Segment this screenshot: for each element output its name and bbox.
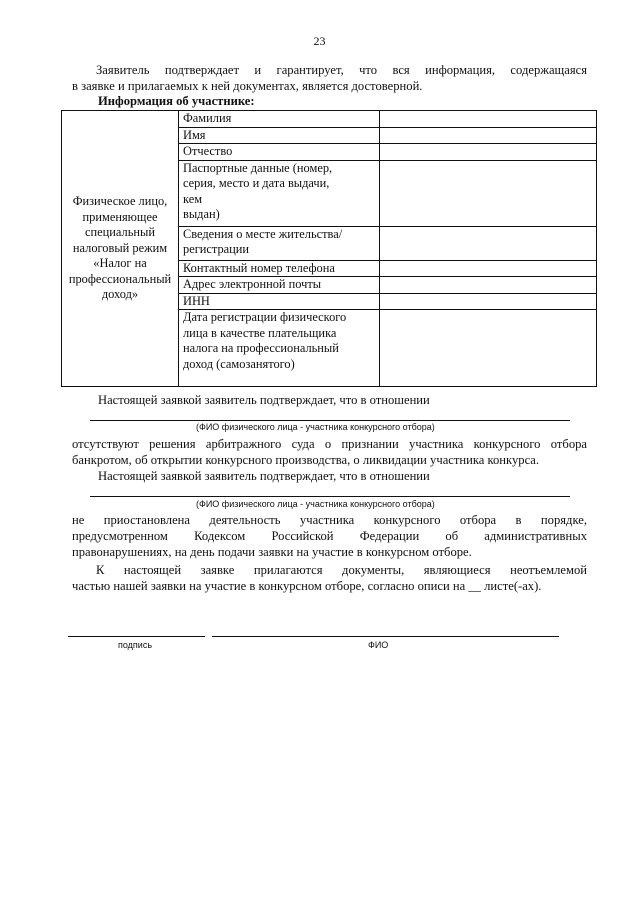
field-value-passport[interactable] [380,160,597,226]
field-label-text: Адрес электронной почты [183,277,322,291]
block2-fill-line [90,496,570,497]
block2-caption: (ФИО физического лица - участника конкурсного отбора) [196,499,435,509]
block1-lead: Настоящей заявкой заявитель подтверждает, что в отношении [98,393,430,407]
participant-type-line: специальный [85,225,155,240]
field-label-address [179,226,380,260]
field-label-email [179,277,380,294]
field-value-patronymic[interactable] [380,144,597,161]
participant-type-line: налоговый режим [72,240,168,255]
participant-type-cell [62,111,179,387]
attachments-line-2: частью нашей заявки на участие в конкурсном отборе, согласно описи на __ листе(-ах). [72,579,542,593]
field-value-name[interactable] [380,127,597,144]
attachments-line-1: К настоящей заявке прилагаются документы, являющиеся неотъемлемой [96,563,587,577]
field-label-text: кем [183,191,203,206]
field-label-text: Сведения о месте жительства/ [183,226,343,241]
field-label-name [179,127,380,144]
field-label-text: выдан) [183,207,220,221]
field-value-phone[interactable] [380,260,597,277]
field-value-surname[interactable] [380,111,597,128]
block2-line-3: правонарушениях, на день подачи заявки на участие в конкурсном отборе. [72,545,472,559]
participant-type-line: «Налог на [93,256,147,271]
field-label-text: Дата регистрации физического [183,310,347,324]
field-value-address[interactable] [380,226,597,260]
field-value-registration-date[interactable] [380,310,597,387]
field-label-text: налога на профессиональный [183,341,339,355]
field-value-email[interactable] [380,277,597,294]
participant-info-table [61,110,597,387]
intro-line-1: Заявитель подтверждает и гарантирует, что вся информация, содержащаяся [96,63,587,77]
field-label-patronymic [179,144,380,161]
block2-lead: Настоящей заявкой заявитель подтверждает, что в отношении [98,469,430,483]
full-name-line [212,636,559,637]
page-number: 23 [313,34,326,48]
intro-line-2: в заявке и прилагаемых к ней документах, является достоверной. [72,79,423,93]
participant-type-line: Физическое лицо, [72,194,168,209]
participant-type-line: применяющее [82,209,158,224]
block2-line-2: предусмотренном Кодексом Российской Федерации об административных [72,529,587,543]
block1-line-1: отсутствуют решения арбитражного суда о признании участника конкурсного отбора [72,437,587,451]
field-label-text: серия, место и дата выдачи, [183,176,330,190]
field-label-text: Фамилия [183,111,232,125]
field-label-text: доход (самозанятого) [183,356,295,371]
signature-label: подпись [118,640,153,650]
field-label-text: Отчество [183,144,233,158]
block2-line-1: не приостановлена деятельность участника конкурсного отбора в порядке, [72,513,587,527]
field-label-inn [179,293,380,310]
field-label-surname [179,111,380,128]
field-label-text: Контактный номер телефона [183,260,335,275]
block1-line-2: банкротом, об открытии конкурсного производства, о ликвидации участника конкурса. [72,453,540,467]
table-heading: Информация об участнике: [98,94,255,108]
field-label-registration-date [179,310,380,387]
field-label-text: ИНН [183,293,210,308]
block1-caption: (ФИО физического лица - участника конкурсного отбора) [196,422,435,432]
field-value-inn[interactable] [380,293,597,310]
field-label-text: Имя [183,127,206,142]
participant-type-line: доход» [101,287,139,302]
field-label-text: лица в качестве плательщика [183,325,337,340]
participant-type-line: профессиональный [68,271,172,286]
field-label-phone [179,260,380,277]
block1-fill-line [90,420,570,421]
field-label-text: регистрации [183,242,250,256]
field-label-passport [179,160,380,226]
full-name-label: ФИО [368,640,389,650]
field-label-text: Паспортные данные (номер, [183,160,333,175]
signature-line [68,636,205,637]
